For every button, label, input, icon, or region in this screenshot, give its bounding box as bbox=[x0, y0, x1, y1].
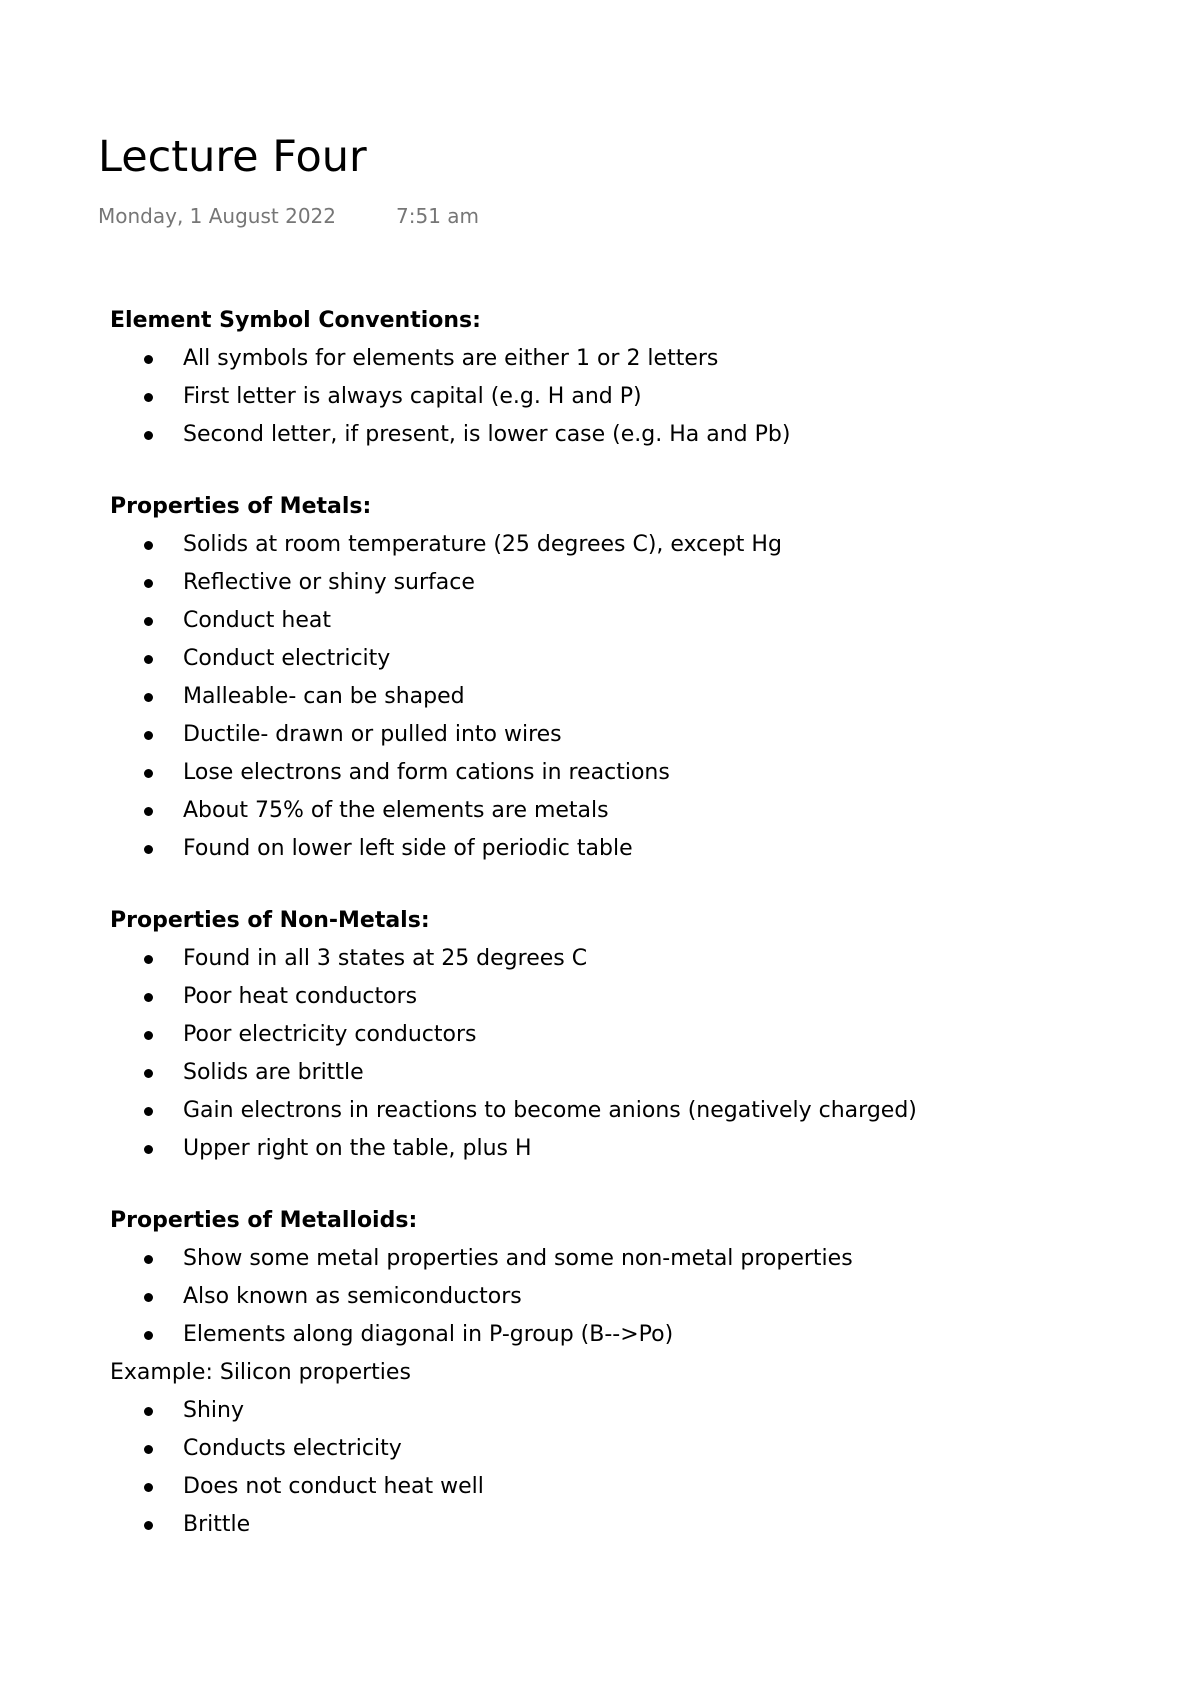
list-item-text: Malleable- can be shaped bbox=[183, 684, 465, 709]
bullet-list bbox=[110, 526, 1150, 868]
list-item-text: Solids at room temperature (25 degrees C), except Hg bbox=[183, 532, 782, 557]
list-item bbox=[110, 640, 1150, 678]
list-item-text: Brittle bbox=[183, 1512, 251, 1537]
list-item-text: Poor heat conductors bbox=[183, 984, 418, 1009]
bullet-icon bbox=[144, 1483, 153, 1492]
list-item-text: Conduct electricity bbox=[183, 646, 391, 671]
list-item-text: All symbols for elements are either 1 or 2 letters bbox=[183, 346, 719, 371]
note-time: 7:51 am bbox=[396, 204, 480, 228]
bullet-icon bbox=[144, 731, 153, 740]
list-item-text: Show some metal properties and some non-metal properties bbox=[183, 1246, 853, 1271]
bullet-icon bbox=[144, 1031, 153, 1040]
list-item bbox=[110, 340, 1150, 378]
bullet-icon bbox=[144, 617, 153, 626]
note-timestamp bbox=[98, 204, 479, 228]
bullet-icon bbox=[144, 541, 153, 550]
bullet-icon bbox=[144, 1445, 153, 1454]
section-properties-of-metalloids bbox=[110, 1202, 1150, 1544]
section-heading: Element Symbol Conventions: bbox=[110, 308, 481, 333]
list-item bbox=[110, 940, 1150, 978]
note-body bbox=[110, 302, 1150, 1578]
bullet-list bbox=[110, 940, 1150, 1168]
list-item-text: Conducts electricity bbox=[183, 1436, 402, 1461]
note-date: Monday, 1 August 2022 bbox=[98, 204, 336, 228]
bullet-icon bbox=[144, 1407, 153, 1416]
list-item bbox=[110, 602, 1150, 640]
list-item bbox=[110, 526, 1150, 564]
section-heading: Properties of Metals: bbox=[110, 494, 372, 519]
list-item-text: Elements along diagonal in P-group (B-->Po) bbox=[183, 1322, 674, 1347]
list-item bbox=[110, 1430, 1150, 1468]
example-bullet-list bbox=[110, 1392, 1150, 1544]
bullet-icon bbox=[144, 1255, 153, 1264]
bullet-icon bbox=[144, 993, 153, 1002]
page-title: Lecture Four bbox=[98, 132, 367, 182]
list-item-text: Ductile- drawn or pulled into wires bbox=[183, 722, 562, 747]
list-item bbox=[110, 564, 1150, 602]
list-item bbox=[110, 1506, 1150, 1544]
example-label: Example: Silicon properties bbox=[110, 1360, 411, 1385]
bullet-list bbox=[110, 340, 1150, 454]
bullet-icon bbox=[144, 769, 153, 778]
list-item bbox=[110, 1016, 1150, 1054]
section-properties-of-non-metals bbox=[110, 902, 1150, 1168]
section-heading: Properties of Non-Metals: bbox=[110, 908, 430, 933]
list-item bbox=[110, 1092, 1150, 1130]
bullet-icon bbox=[144, 1145, 153, 1154]
bullet-icon bbox=[144, 1069, 153, 1078]
list-item bbox=[110, 1054, 1150, 1092]
bullet-icon bbox=[144, 1521, 153, 1530]
list-item bbox=[110, 1278, 1150, 1316]
list-item-text: About 75% of the elements are metals bbox=[183, 798, 609, 823]
list-item-text: Second letter, if present, is lower case (e.g. Ha and Pb) bbox=[183, 422, 791, 447]
list-item-text: Does not conduct heat well bbox=[183, 1474, 484, 1499]
bullet-icon bbox=[144, 431, 153, 440]
list-item-text: Conduct heat bbox=[183, 608, 331, 633]
list-item-text: Reflective or shiny surface bbox=[183, 570, 475, 595]
list-item-text: Poor electricity conductors bbox=[183, 1022, 477, 1047]
list-item-text: Gain electrons in reactions to become anions (negatively charged) bbox=[183, 1098, 917, 1123]
bullet-icon bbox=[144, 1293, 153, 1302]
list-item-text: Lose electrons and form cations in reactions bbox=[183, 760, 670, 785]
list-item-text: Found in all 3 states at 25 degrees C bbox=[183, 946, 588, 971]
bullet-icon bbox=[144, 1107, 153, 1116]
list-item bbox=[110, 416, 1150, 454]
bullet-icon bbox=[144, 579, 153, 588]
bullet-icon bbox=[144, 655, 153, 664]
list-item-text: First letter is always capital (e.g. H and P) bbox=[183, 384, 642, 409]
list-item bbox=[110, 378, 1150, 416]
bullet-icon bbox=[144, 393, 153, 402]
bullet-icon bbox=[144, 1331, 153, 1340]
bullet-icon bbox=[144, 693, 153, 702]
bullet-icon bbox=[144, 355, 153, 364]
bullet-icon bbox=[144, 955, 153, 964]
section-heading: Properties of Metalloids: bbox=[110, 1208, 418, 1233]
list-item bbox=[110, 978, 1150, 1016]
list-item bbox=[110, 678, 1150, 716]
list-item-text: Upper right on the table, plus H bbox=[183, 1136, 532, 1161]
list-item bbox=[110, 716, 1150, 754]
bullet-icon bbox=[144, 807, 153, 816]
list-item bbox=[110, 1130, 1150, 1168]
list-item bbox=[110, 792, 1150, 830]
section-properties-of-metals bbox=[110, 488, 1150, 868]
bullet-list bbox=[110, 1240, 1150, 1354]
section-element-symbol-conventions bbox=[110, 302, 1150, 454]
list-item bbox=[110, 1468, 1150, 1506]
list-item-text: Shiny bbox=[183, 1398, 244, 1423]
bullet-icon bbox=[144, 845, 153, 854]
list-item bbox=[110, 830, 1150, 868]
list-item bbox=[110, 1240, 1150, 1278]
list-item-text: Found on lower left side of periodic table bbox=[183, 836, 633, 861]
list-item-text: Also known as semiconductors bbox=[183, 1284, 522, 1309]
list-item-text: Solids are brittle bbox=[183, 1060, 364, 1085]
list-item bbox=[110, 1316, 1150, 1354]
list-item bbox=[110, 754, 1150, 792]
list-item bbox=[110, 1392, 1150, 1430]
